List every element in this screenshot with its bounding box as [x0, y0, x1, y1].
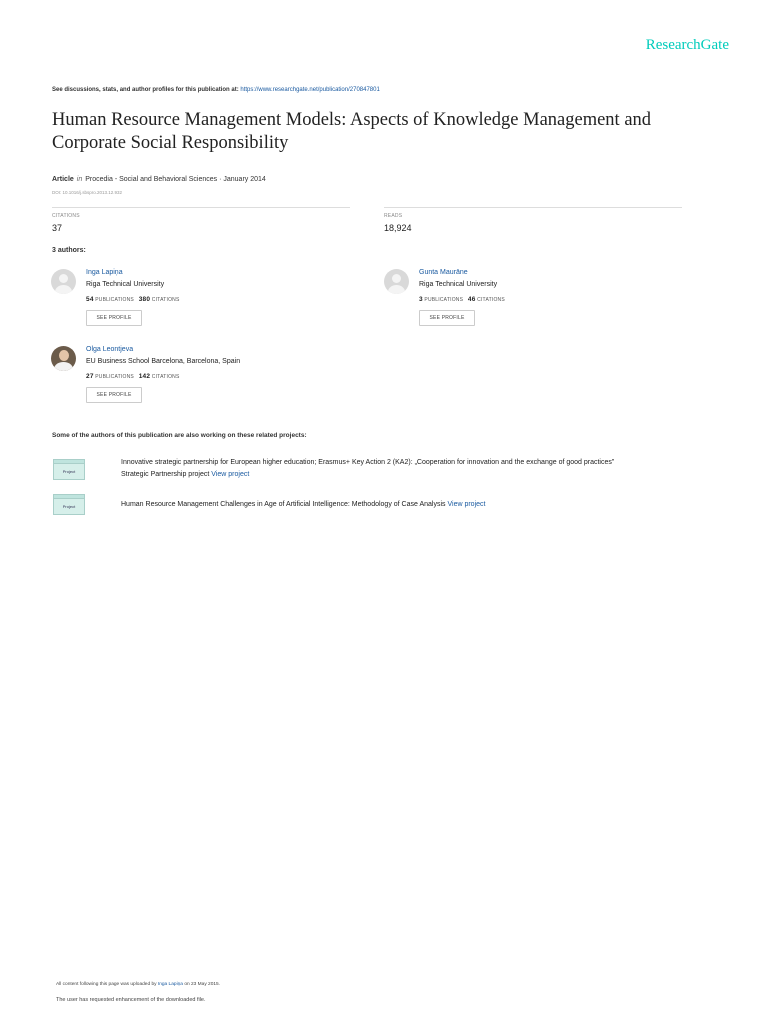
avatar-icon[interactable] — [51, 269, 76, 294]
authors-heading: 3 authors: — [52, 247, 86, 254]
discussion-text: See discussions, stats, and author profiles for this publication at: — [52, 87, 239, 93]
author-stats: 3 PUBLICATIONS 46 CITATIONS — [419, 296, 505, 303]
researchgate-logo[interactable]: ResearchGate — [645, 37, 729, 53]
citations-value: 37 — [52, 223, 63, 233]
project-title: Innovative strategic partnership for European higher education; Erasmus+ Key Action 2 (KA2): „Cooperation for innovation and the exchange of good practices” — [121, 459, 615, 466]
article-in: in — [76, 176, 83, 183]
author-stats: 27 PUBLICATIONS 142 CITATIONS — [86, 373, 180, 380]
avatar-icon[interactable] — [384, 269, 409, 294]
project-subtitle: Strategic Partnership project — [121, 471, 210, 478]
project-entry — [121, 457, 721, 481]
avatar-photo-icon[interactable] — [51, 346, 76, 371]
doi: DOI: 10.1016/j.sbspro.2013.12.932 — [52, 190, 123, 195]
author-card — [384, 269, 684, 339]
author-institution[interactable]: Riga Technical University — [86, 281, 165, 288]
project-icon-label: Project — [53, 463, 85, 480]
author-name[interactable]: Gunta Maurāne — [419, 269, 468, 276]
project-icon-label: Project — [53, 498, 85, 515]
project-entry — [121, 499, 721, 511]
project-folder-icon[interactable] — [53, 459, 83, 479]
see-profile-button[interactable]: SEE PROFILE — [86, 310, 142, 326]
author-institution[interactable]: EU Business School Barcelona, Barcelona, Spain — [86, 358, 241, 365]
article-meta — [52, 176, 266, 183]
reads-divider — [384, 207, 682, 208]
author-name[interactable]: Olga Leontjeva — [86, 346, 134, 353]
reads-label: READS — [384, 213, 403, 219]
author-card — [51, 269, 351, 339]
journal-name[interactable]: Procedia - Social and Behavioral Sciences · January 2014 — [85, 176, 266, 183]
article-type: Article — [52, 176, 74, 183]
author-institution[interactable]: Riga Technical University — [419, 281, 498, 288]
discussion-line — [52, 87, 380, 93]
citations-label: CITATIONS — [52, 213, 80, 219]
project-folder-icon[interactable] — [53, 494, 83, 514]
upload-note: All content following this page was uploaded by Inga Lapiņa on 23 May 2015. — [56, 982, 221, 987]
uploader-link[interactable]: Inga Lapiņa — [157, 982, 183, 987]
publication-title: Human Resource Management Models: Aspects of Knowledge Management and Corporate Social Responsibility — [52, 110, 652, 153]
author-card — [51, 346, 351, 416]
enhancement-note: The user has requested enhancement of the downloaded file. — [56, 997, 206, 1003]
project-title: Human Resource Management Challenges in Age of Artificial Intelligence: Methodology of Case Analysis — [121, 501, 446, 508]
view-project-link[interactable]: View project — [211, 471, 250, 478]
author-name[interactable]: Inga Lapiņa — [86, 269, 123, 276]
view-project-link[interactable]: View project — [447, 501, 486, 508]
author-stats: 54 PUBLICATIONS 380 CITATIONS — [86, 296, 180, 303]
citations-divider — [52, 207, 350, 208]
reads-value: 18,924 — [384, 223, 412, 233]
publication-url-link[interactable]: https://www.researchgate.net/publication/270847801 — [240, 87, 380, 93]
see-profile-button[interactable]: SEE PROFILE — [86, 387, 142, 403]
related-projects-heading: Some of the authors of this publication are also working on these related projects: — [52, 432, 307, 439]
see-profile-button[interactable]: SEE PROFILE — [419, 310, 475, 326]
